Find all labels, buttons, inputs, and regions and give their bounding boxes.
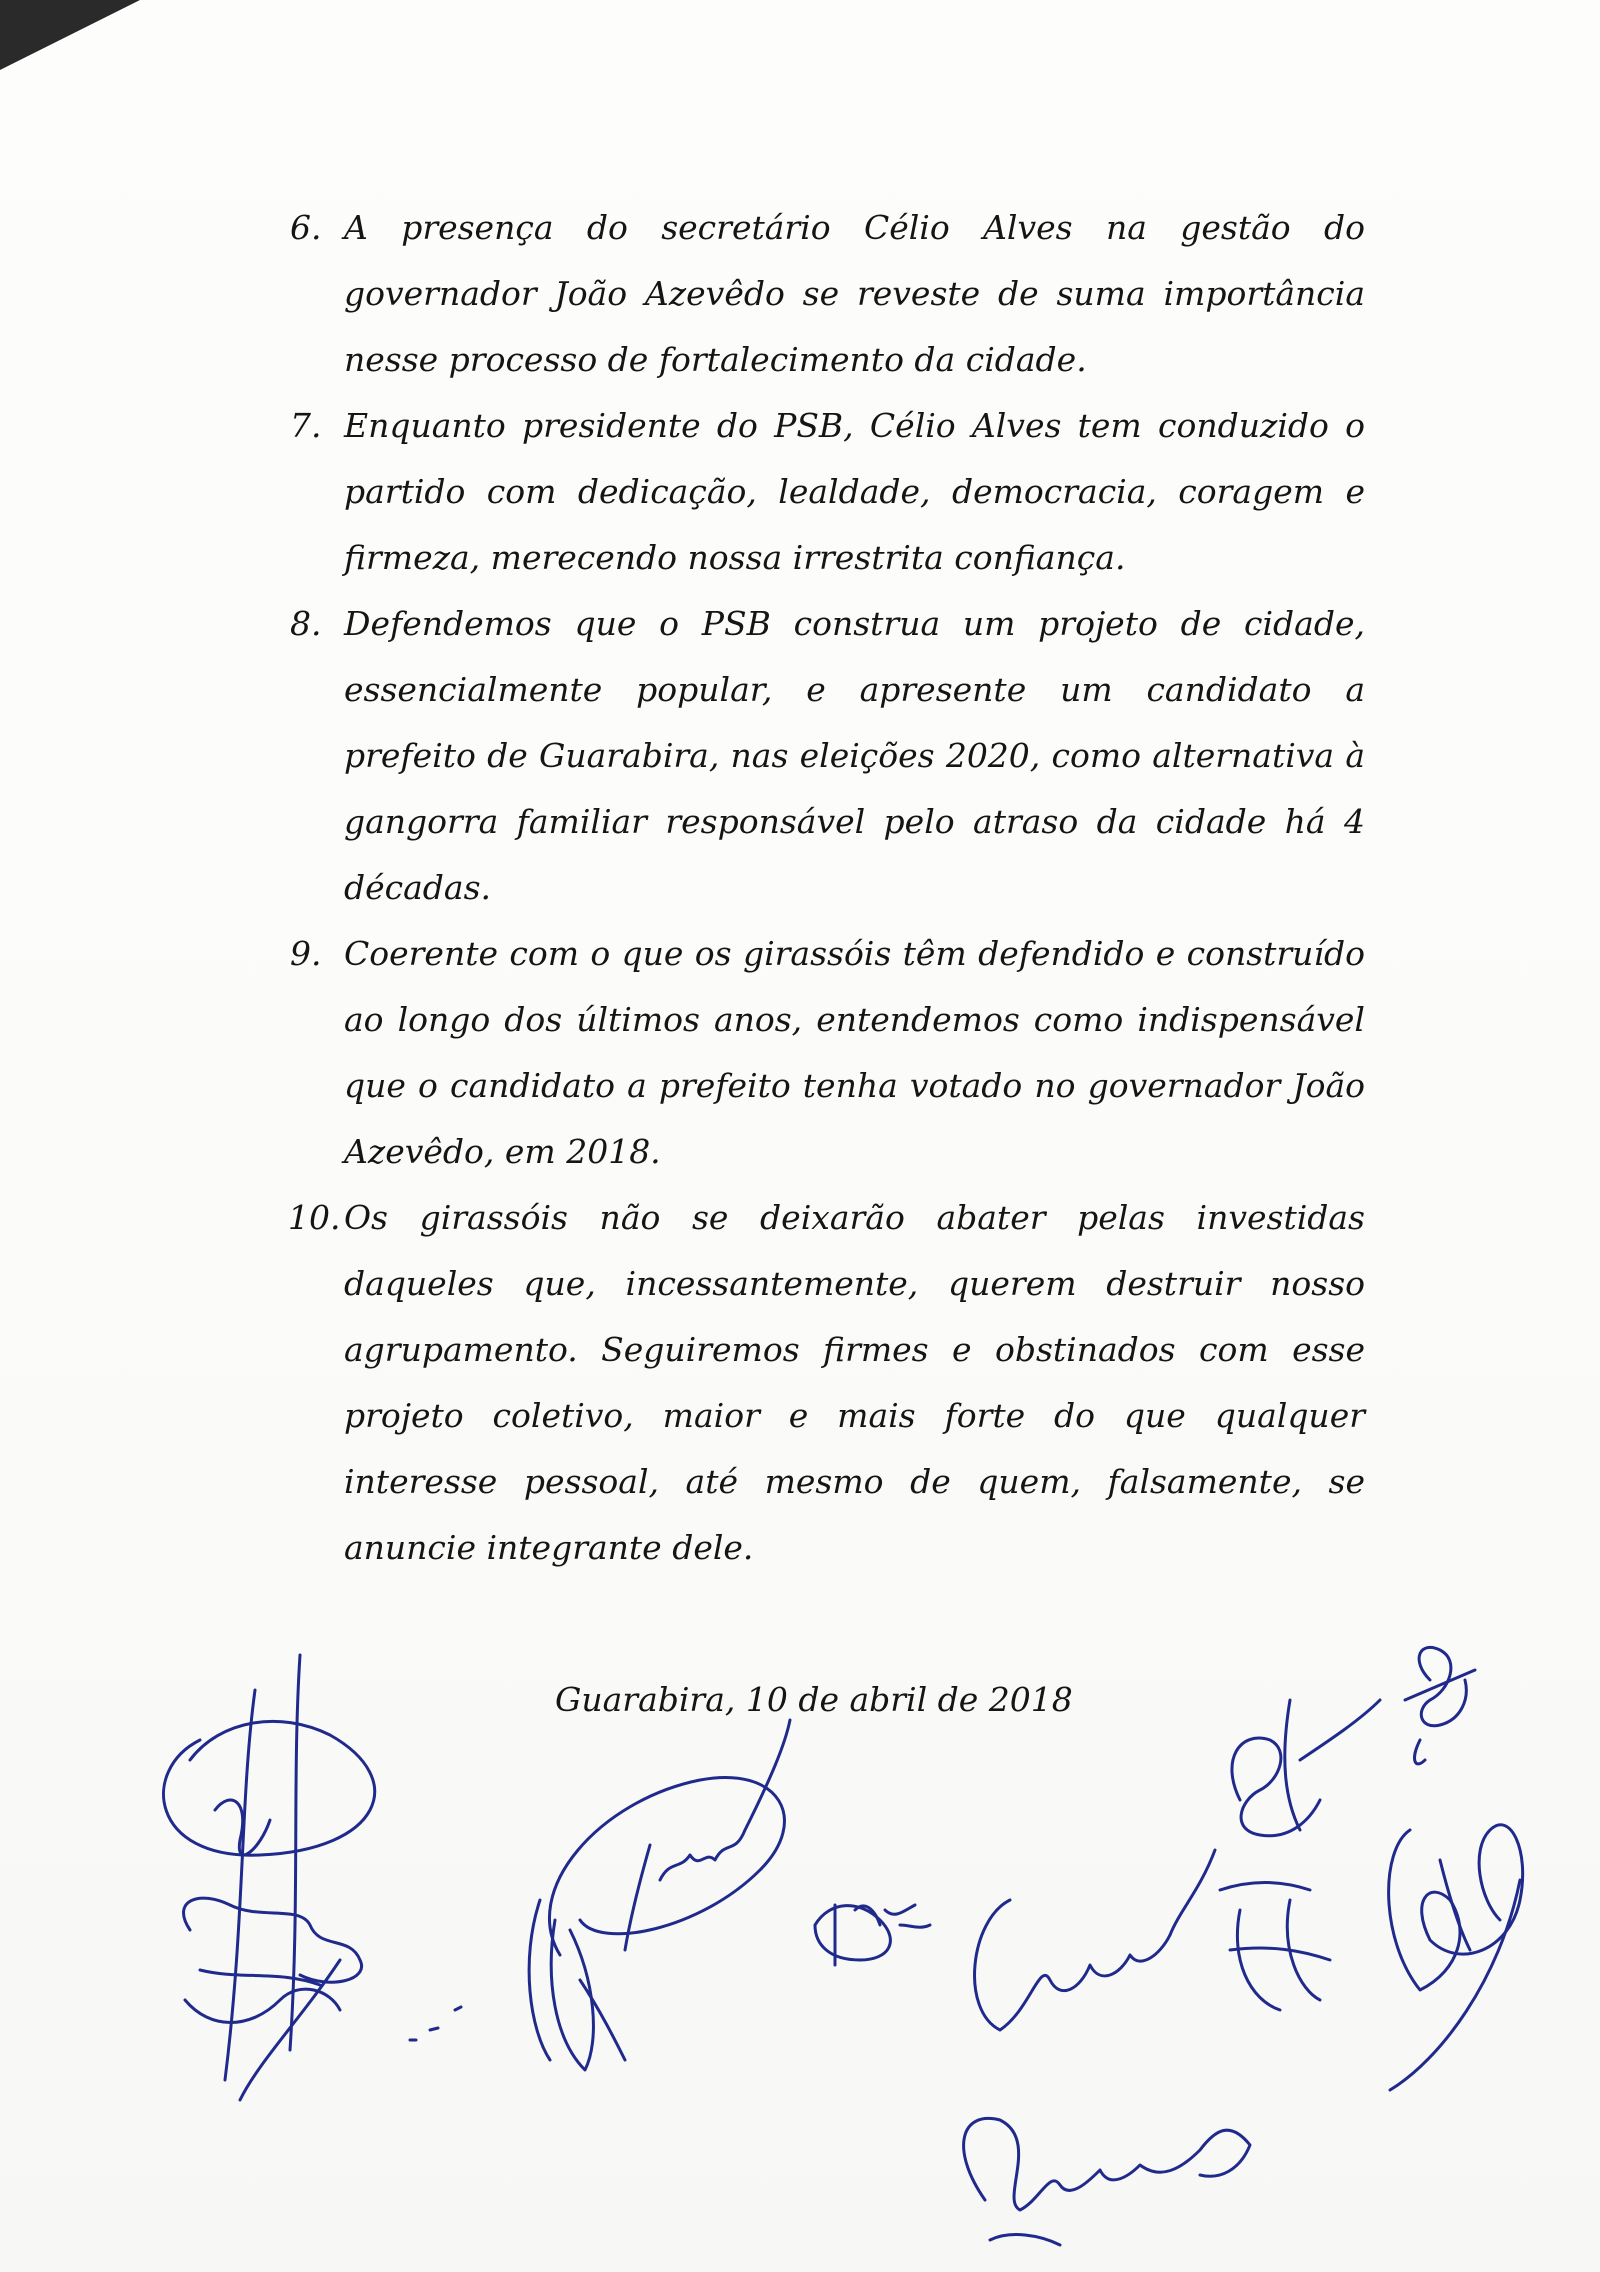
- place-date: Guarabira, 10 de abril de 2018: [555, 1680, 1073, 1719]
- item-text: Coerente com o que os girassóis têm defendido e construído ao longo dos últimos anos, entendemos como indispensável que o candidato a prefeito tenha votado no governador João Azevêdo, em 2018.: [344, 934, 1365, 1171]
- item-text: Enquanto presidente do PSB, Célio Alves tem conduzido o partido com dedicação, lealdade, democracia, coragem e firmeza, merecendo nossa irrestrita confiança.: [344, 406, 1365, 577]
- item-text: A presença do secretário Célio Alves na gestão do governador João Azevêdo se reveste de suma importância nesse processo de fortalecimento da cidade.: [344, 208, 1365, 379]
- item-number: 7.: [290, 406, 322, 445]
- signature-7: [1389, 1825, 1523, 2090]
- item-number: 8.: [290, 604, 322, 643]
- signature-6: [1405, 1647, 1475, 1764]
- signature-5: [1220, 1700, 1380, 2010]
- item-number: 10.: [288, 1198, 341, 1237]
- item-text: Os girassóis não se deixarão abater pelas investidas daqueles que, incessantemente, querem destruir nosso agrupamento. Seguiremos firmes e obstinados com esse projeto coletivo, maior e mais forte do que qualquer interesse pessoal, até mesmo de quem, falsamente, se anuncie integrante dele.: [344, 1198, 1365, 1567]
- item-number: 6.: [290, 208, 322, 247]
- item-number: 9.: [290, 934, 322, 973]
- signature-3: [815, 1905, 930, 1965]
- signature-2: [529, 1720, 790, 2070]
- signature-4: [964, 1850, 1250, 2245]
- signature-1: [164, 1655, 461, 2100]
- item-text: Defendemos que o PSB construa um projeto de cidade, essencialmente popular, e apresente um candidato a prefeito de Guarabira, nas eleições 2020, como alternativa à gangorra familiar responsável pelo atraso da cidade há 4 décadas.: [344, 604, 1365, 907]
